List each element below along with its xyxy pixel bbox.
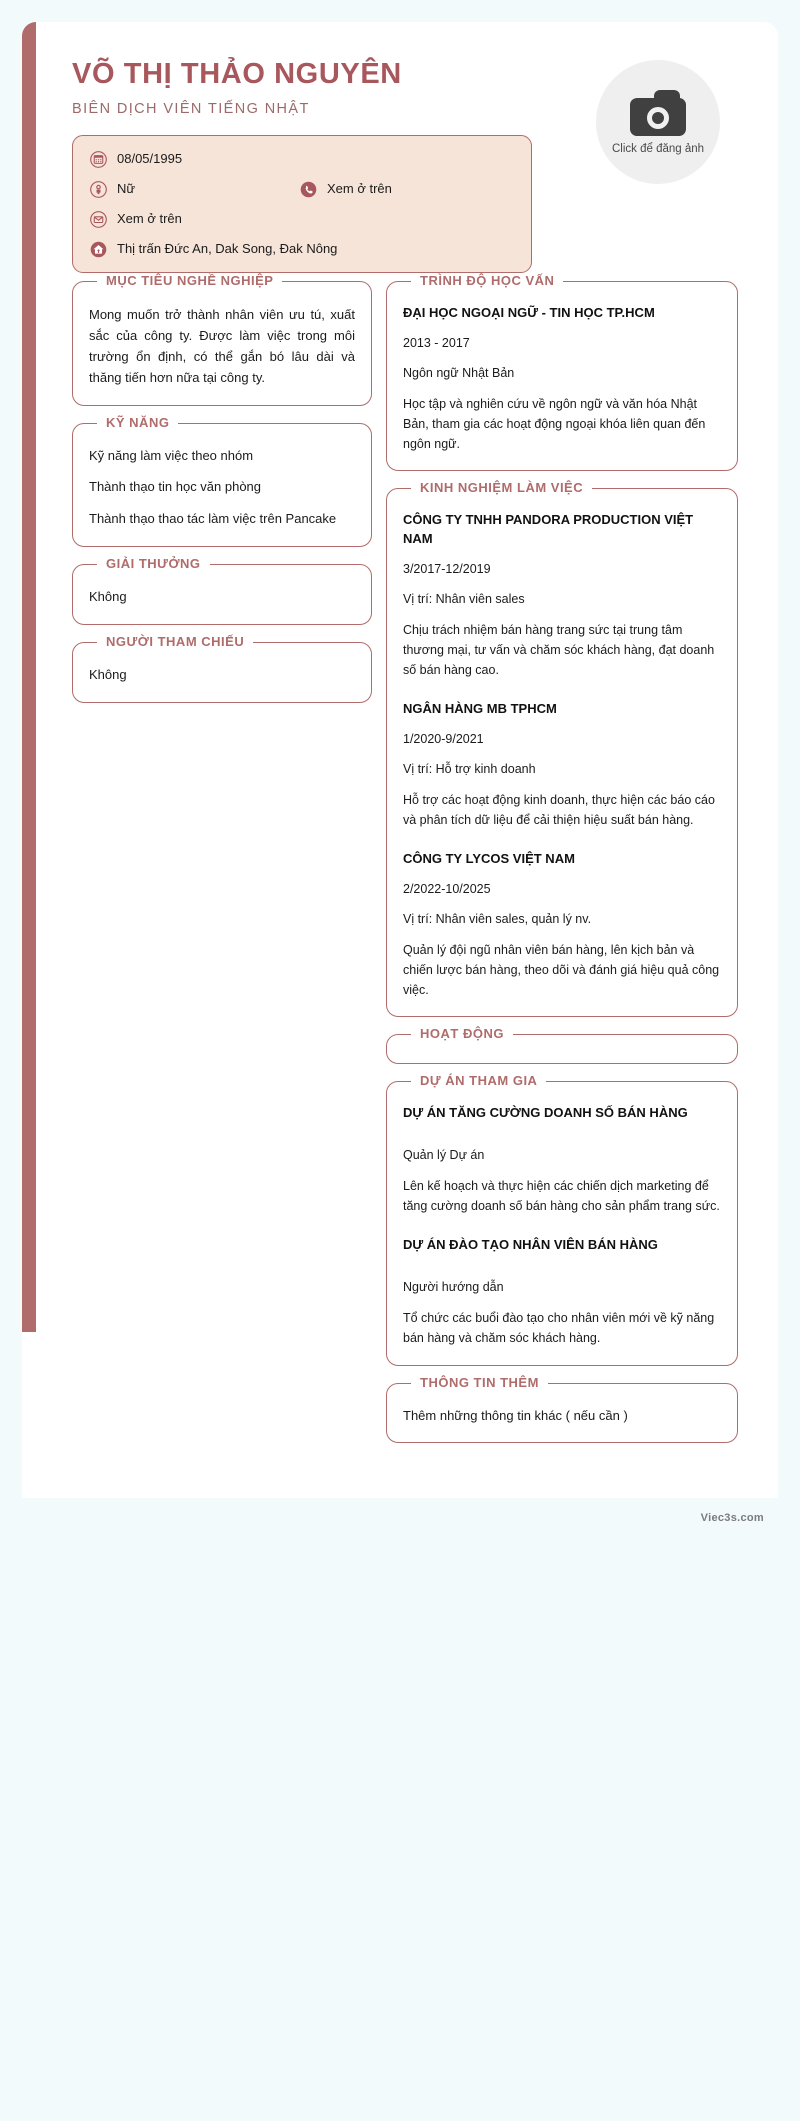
contact-row-email	[89, 210, 513, 228]
section-skills	[72, 414, 372, 547]
experience-description: Chịu trách nhiệm bán hàng trang sức tại trung tâm thương mại, tư vấn và chăm sóc khách hàng, đạt doanh số bán hàng cao.	[403, 622, 715, 678]
skill-item: Thành thạo thao tác làm việc trên Pancake	[89, 511, 337, 527]
gender-icon	[89, 180, 107, 198]
experience-description: Quản lý đội ngũ nhân viên bán hàng, lên kịch bản và chiến lược bán hàng, theo dõi và đánh giá hiệu quả công việc.	[403, 942, 720, 998]
section-awards	[72, 555, 372, 625]
project-entry	[403, 1104, 721, 1216]
contact-row-birthday	[89, 150, 513, 168]
contact-email: Xem ở trên	[117, 210, 182, 226]
section-objective	[72, 273, 372, 405]
job-title: BIÊN DỊCH VIÊN TIẾNG NHẬT	[72, 101, 310, 118]
section-activities	[386, 1026, 738, 1064]
experience-period: 2/2022-10/2025	[403, 882, 491, 897]
extra-info-body: Thêm những thông tin khác ( nếu cần )	[403, 1407, 628, 1423]
objective-body: Mong muốn trở thành nhân viên ưu tú, xuất sắc của công ty. Được làm việc trong môi trường ổn định, có thể gắn bó lâu dài và thăng tiến hơn nữa tại công ty.	[89, 307, 355, 386]
education-entry	[403, 304, 721, 454]
cv-header	[22, 22, 778, 273]
reference-item: Không	[89, 666, 127, 682]
contact-phone: Xem ở trên	[327, 180, 392, 196]
photo-upload-button[interactable]	[596, 60, 720, 184]
section-title-skills: KỸ NĂNG	[97, 415, 178, 430]
section-projects	[386, 1073, 738, 1365]
section-title-projects: DỰ ÁN THAM GIA	[411, 1073, 546, 1088]
cv-right-column	[386, 273, 738, 1460]
section-experience	[386, 480, 738, 1017]
footer-brand: Viec3s.com	[0, 1498, 800, 1538]
section-title-objective: MỤC TIÊU NGHỀ NGHIỆP	[97, 273, 282, 288]
experience-period: 3/2017-12/2019	[403, 562, 491, 577]
section-education	[386, 273, 738, 471]
award-item: Không	[89, 588, 127, 604]
education-major: Ngôn ngữ Nhật Bản	[403, 365, 515, 380]
experience-company: NGÂN HÀNG MB TPHCM	[403, 701, 557, 717]
photo-upload-label: Click để đăng ảnh	[611, 142, 705, 155]
skill-item: Thành thạo tin học văn phòng	[89, 479, 262, 495]
contact-birthday: 08/05/1995	[117, 150, 183, 166]
project-name: DỰ ÁN ĐÀO TẠO NHÂN VIÊN BÁN HÀNG	[403, 1237, 658, 1253]
section-title-extra-info: THÔNG TIN THÊM	[411, 1375, 548, 1390]
experience-entry	[403, 850, 721, 1000]
experience-position: Vị trí: Nhân viên sales, quản lý nv.	[403, 911, 592, 926]
project-role: Người hướng dẫn	[403, 1280, 504, 1295]
experience-period: 1/2020-9/2021	[403, 732, 484, 747]
contact-gender: Nữ	[117, 180, 136, 196]
phone-icon	[299, 180, 317, 198]
experience-entry	[403, 511, 721, 680]
project-entry	[403, 1236, 721, 1348]
section-title-references: NGƯỜI THAM CHIẾU	[97, 634, 253, 649]
experience-position: Vị trí: Hỗ trợ kinh doanh	[403, 761, 536, 776]
project-role: Quản lý Dự án	[403, 1148, 485, 1163]
page-title: VÕ THỊ THẢO NGUYÊN	[72, 58, 402, 90]
section-extra-info	[386, 1374, 738, 1444]
experience-entry	[403, 700, 721, 830]
education-description: Học tập và nghiên cứu về ngôn ngữ và văn hóa Nhật Bản, tham gia các hoạt động ngoại khóa liên quan đến ngôn ngữ.	[403, 396, 706, 452]
section-title-education: TRÌNH ĐỘ HỌC VẤN	[411, 273, 563, 288]
project-description: Lên kế hoạch và thực hiện các chiến dịch marketing để tăng cường doanh số bán hàng cho sản phẩm trang sức.	[403, 1178, 720, 1214]
project-name: DỰ ÁN TĂNG CƯỜNG DOANH SỐ BÁN HÀNG	[403, 1105, 688, 1121]
experience-description: Hỗ trợ các hoạt động kinh doanh, thực hiện các báo cáo và phân tích dữ liệu để cải thiện hiệu suất bán hàng.	[403, 792, 715, 827]
calendar-icon	[89, 150, 107, 168]
experience-company: CÔNG TY LYCOS VIỆT NAM	[403, 851, 575, 867]
email-icon	[89, 210, 107, 228]
experience-company: CÔNG TY TNHH PANDORA PRODUCTION VIỆT NAM	[403, 512, 694, 547]
skill-item: Kỹ năng làm việc theo nhóm	[89, 447, 254, 463]
education-school: ĐẠI HỌC NGOẠI NGỮ - TIN HỌC TP.HCM	[403, 305, 655, 321]
section-title-activities: HOẠT ĐỘNG	[411, 1026, 513, 1041]
camera-icon	[630, 90, 686, 136]
home-icon	[89, 240, 107, 258]
section-title-experience: KINH NGHIỆM LÀM VIỆC	[411, 480, 592, 495]
section-title-awards: GIẢI THƯỞNG	[97, 556, 210, 571]
cv-left-column	[72, 273, 372, 719]
contact-row-gender-phone	[89, 180, 513, 198]
experience-position: Vị trí: Nhân viên sales	[403, 591, 525, 606]
education-period: 2013 - 2017	[403, 336, 470, 351]
left-accent-bar-lower	[22, 562, 36, 1332]
contact-card	[72, 135, 532, 273]
contact-address: Thị trấn Đức An, Dak Song, Đak Nông	[117, 240, 338, 256]
cv-sheet	[22, 22, 778, 1498]
contact-row-address	[89, 240, 513, 258]
project-description: Tổ chức các buổi đào tạo cho nhân viên mới về kỹ năng bán hàng và chăm sóc khách hàng.	[403, 1311, 715, 1346]
section-references	[72, 633, 372, 703]
cv-columns	[22, 273, 778, 1460]
